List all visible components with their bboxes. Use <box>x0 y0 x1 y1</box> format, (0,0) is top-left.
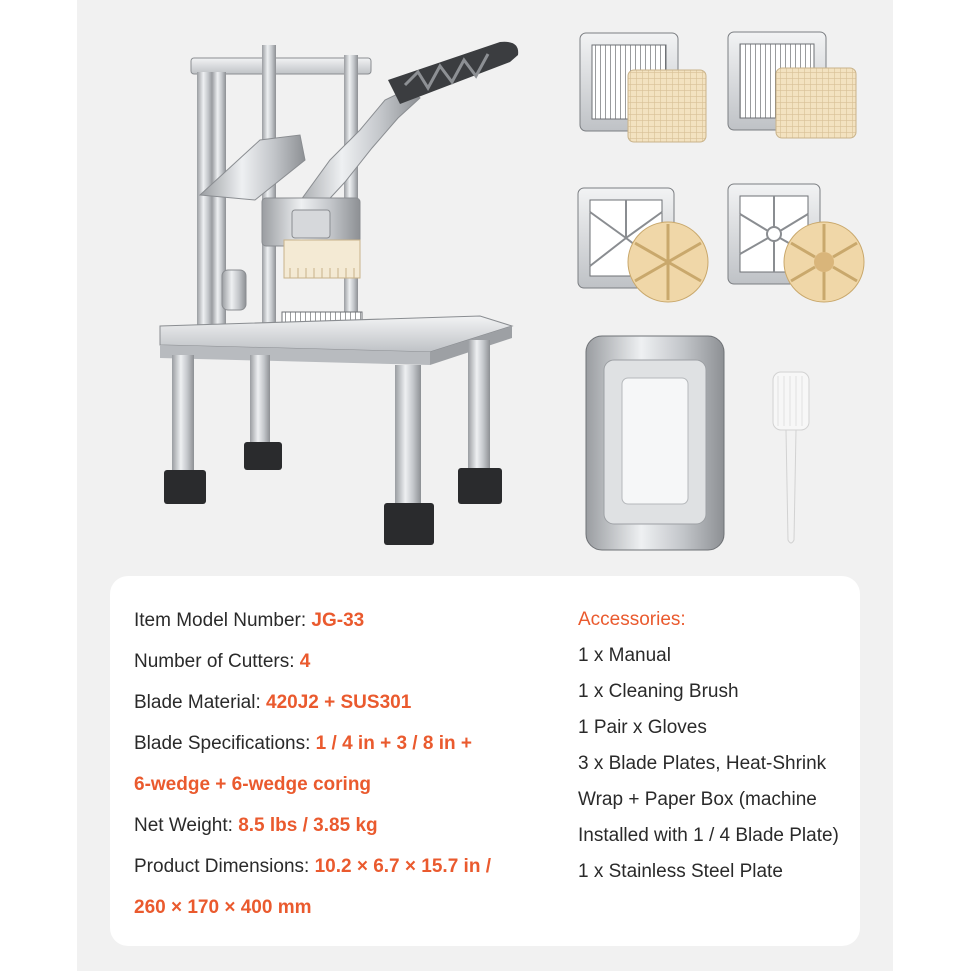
accessory-blade-plates-cont: Wrap + Paper Box (machine <box>578 789 817 810</box>
accessory-cleaning-brush: 1 x Cleaning Brush <box>578 681 739 702</box>
accessory-gloves: 1 Pair x Gloves <box>578 717 707 738</box>
wedge-coring-blade-plate-image <box>728 184 864 302</box>
cleaning-brush-image <box>773 372 809 543</box>
accessory-steel-plate: 1 x Stainless Steel Plate <box>578 861 783 882</box>
spec-blade-specifications: Blade Specifications: 1 / 4 in + 3 / 8 in + <box>134 733 472 754</box>
blade-plate-3-8-image <box>728 32 856 138</box>
accessory-blade-plates-cont-2: Installed with 1 / 4 Blade Plate) <box>578 825 839 846</box>
cutter-machine-image <box>160 42 518 545</box>
spec-blade-material: Blade Material: 420J2 + SUS301 <box>134 692 412 713</box>
spec-product-dimensions: Product Dimensions: 10.2 × 6.7 × 15.7 in / <box>134 856 491 877</box>
accessories-title: Accessories: <box>578 609 686 630</box>
wedge-blade-plate-image <box>578 188 708 302</box>
accessory-manual: 1 x Manual <box>578 645 671 666</box>
spec-product-dimensions-cont: 260 × 170 × 400 mm <box>134 897 312 918</box>
specifications-card <box>110 576 860 946</box>
spec-blade-specifications-cont: 6-wedge + 6-wedge coring <box>134 774 372 795</box>
spec-number-of-cutters: Number of Cutters: 4 <box>134 651 311 672</box>
accessory-blade-plates: 3 x Blade Plates, Heat-Shrink <box>578 753 827 774</box>
blade-plate-1-4-image <box>580 33 706 142</box>
spec-net-weight: Net Weight: 8.5 lbs / 3.85 kg <box>134 815 378 836</box>
spec-model-number: Item Model Number: JG-33 <box>134 610 365 631</box>
stainless-steel-plate-image <box>586 336 724 550</box>
